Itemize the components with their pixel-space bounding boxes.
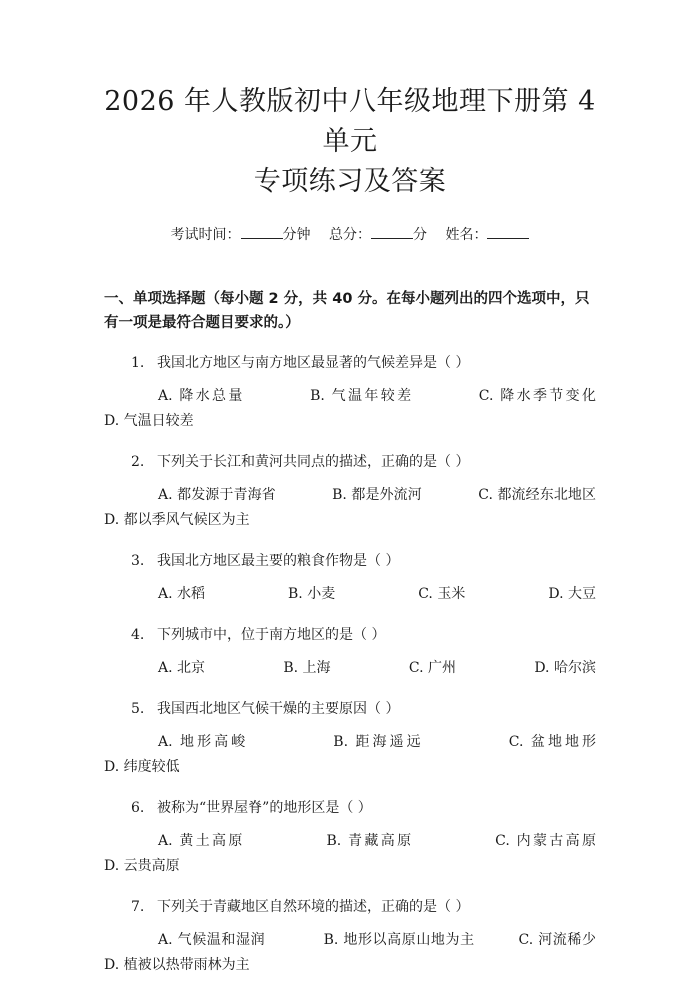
question-number: 1. bbox=[131, 355, 145, 371]
question-4 bbox=[104, 624, 596, 681]
question-5 bbox=[104, 698, 666, 780]
title-line-2: 专项练习及答案 bbox=[253, 166, 447, 197]
option-a: A. 北京 bbox=[158, 660, 206, 676]
question-stem: 我国西北地区气候干燥的主要原因（ ） bbox=[157, 701, 400, 717]
score-blank bbox=[371, 226, 413, 239]
exam-meta bbox=[104, 224, 596, 244]
option-c: C. 广州 bbox=[408, 660, 456, 676]
question-stem: 下列城市中，位于南方地区的是（ ） bbox=[157, 627, 386, 643]
option-b: B. 上海 bbox=[283, 660, 331, 676]
question-stem: 我国北方地区与南方地区最显著的气候差异是（ ） bbox=[157, 355, 470, 371]
question-number: 5. bbox=[131, 701, 145, 717]
question-options: A. 气候温和湿润 B. 地形以高原山地为主 C. 河流稀少 D. 植被以热带雨林为主 bbox=[104, 932, 652, 973]
time-field: 考试时间： 分钟 bbox=[170, 227, 311, 243]
question-2 bbox=[104, 451, 638, 533]
section-heading: 一、单项选择题（每小题 2 分，共 40 分。在每小题列出的四个选项中，只有一项是最符合题目要求的。） bbox=[104, 291, 590, 331]
question-number: 6. bbox=[131, 800, 145, 816]
question-stem: 下列关于长江和黄河共同点的描述，正确的是（ ） bbox=[157, 454, 470, 470]
document-title bbox=[104, 82, 596, 202]
option-a: A. 水稻 bbox=[158, 586, 206, 602]
question-stem: 下列关于青藏地区自然环境的描述，正确的是（ ） bbox=[157, 899, 470, 915]
question-1 bbox=[104, 352, 652, 434]
option-c: C. 玉米 bbox=[418, 586, 466, 602]
name-blank bbox=[487, 226, 529, 239]
question-number: 2. bbox=[131, 454, 145, 470]
question-3 bbox=[104, 550, 596, 607]
question-7 bbox=[104, 896, 652, 978]
score-field: 总分： 分 bbox=[329, 227, 427, 243]
name-field: 姓名： bbox=[445, 227, 529, 243]
question-number: 7. bbox=[131, 899, 145, 915]
option-d: D. 大豆 bbox=[548, 586, 596, 602]
question-number: 3. bbox=[131, 553, 145, 569]
time-blank bbox=[241, 226, 283, 239]
question-stem: 我国北方地区最主要的粮食作物是（ ） bbox=[157, 553, 400, 569]
question-number: 4. bbox=[131, 627, 145, 643]
question-6 bbox=[104, 797, 652, 879]
question-options: A. 降水总量 B. 气温年较差 C. 降水季节变化 D. 气温日较差 bbox=[104, 388, 652, 429]
question-stem: 被称为“世界屋脊”的地形区是（ ） bbox=[157, 800, 372, 816]
question-options bbox=[104, 656, 596, 681]
title-line-1: 2026 年人教版初中八年级地理下册第 4 单元 bbox=[104, 86, 596, 157]
option-d: D. 哈尔滨 bbox=[534, 660, 596, 676]
question-options bbox=[104, 582, 596, 607]
question-options: A. 都发源于青海省 B. 都是外流河 C. 都流经东北地区 D. 都以季风气候区为主 bbox=[104, 487, 638, 528]
document-page bbox=[0, 82, 700, 987]
option-b: B. 小麦 bbox=[288, 586, 336, 602]
question-options: A. 黄土高原 B. 青藏高原 C. 内蒙古高原 D. 云贵高原 bbox=[104, 833, 652, 874]
question-options: A. 地形高峻 B. 距海遥远 C. 盆地地形 D. 纬度较低 bbox=[104, 734, 666, 775]
